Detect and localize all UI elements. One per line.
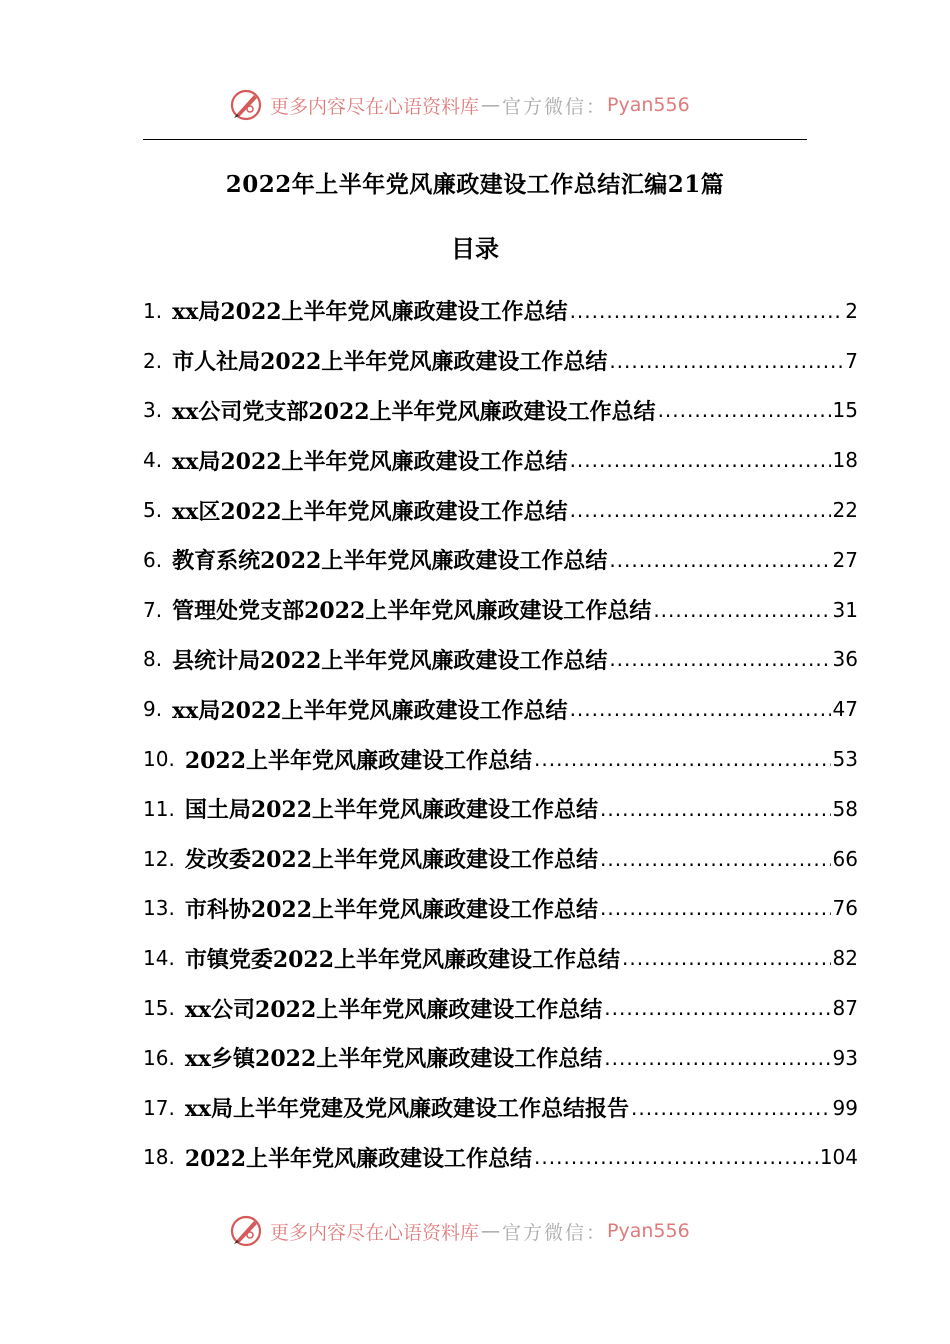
- toc-dot-leader: [631, 1096, 831, 1120]
- toc-entry-title: 教育系统2022上半年党风廉政建设工作总结: [172, 548, 608, 575]
- toc-entry-number: 18.: [143, 1145, 175, 1170]
- toc-entry-title: xx局2022上半年党风廉政建设工作总结: [172, 697, 568, 724]
- toc-entry-number: 9.: [143, 697, 163, 722]
- toc-entry[interactable]: [143, 834, 858, 884]
- toc-entry-page: 7: [845, 348, 858, 373]
- watermark-separator: —: [481, 1220, 501, 1242]
- toc-entry-page: 22: [832, 498, 858, 523]
- watermark-wechat-id: Pyan556: [607, 94, 690, 116]
- toc-entry[interactable]: [143, 734, 858, 784]
- document-title: 2022年上半年党风廉政建设工作总结汇编21篇: [225, 171, 725, 198]
- toc-entry-title: xx局2022上半年党风廉政建设工作总结: [172, 299, 568, 326]
- header-watermark: [228, 85, 690, 125]
- toc-entry-number: 15.: [143, 996, 175, 1021]
- toc-dot-leader: [534, 747, 831, 771]
- toc-entry-number: 7.: [143, 597, 163, 622]
- header-divider: [143, 139, 807, 140]
- toc-entry-page: 15: [832, 398, 858, 423]
- toc-entry-title: 市人社局2022上半年党风廉政建设工作总结: [172, 349, 608, 376]
- toc-entry-page: 66: [832, 846, 858, 871]
- toc-dot-leader: [604, 1046, 830, 1070]
- toc-entry-number: 4.: [143, 448, 163, 473]
- toc-dot-leader: [609, 349, 843, 373]
- toc-entry-title: 发改委2022上半年党风廉政建设工作总结: [184, 847, 599, 874]
- toc-entry-number: 6.: [143, 547, 163, 572]
- toc-entry[interactable]: [143, 336, 858, 386]
- toc-entry-number: 2.: [143, 348, 163, 373]
- toc-entry-page: 76: [832, 896, 858, 921]
- toc-entry[interactable]: [143, 1033, 858, 1083]
- toc-entry-title: 市科协2022上半年党风廉政建设工作总结: [184, 896, 599, 923]
- toc-entry[interactable]: [143, 386, 858, 436]
- toc-dot-leader: [534, 1145, 818, 1169]
- toc-entry-title: 2022上半年党风廉政建设工作总结: [184, 747, 533, 774]
- toc-entry-number: 1.: [143, 298, 163, 323]
- watermark-text: 更多内容尽在心语资料库: [270, 95, 480, 118]
- toc-entry[interactable]: [143, 635, 858, 685]
- toc-entry[interactable]: [143, 983, 858, 1033]
- toc-entry-title: xx局上半年党建及党风廉政建设工作总结报告: [184, 1096, 630, 1123]
- toc-entry[interactable]: [143, 535, 858, 585]
- toc-entry-title: 国土局2022上半年党风廉政建设工作总结: [184, 797, 599, 824]
- toc-entry-page: 93: [832, 1045, 858, 1070]
- toc-entry-number: 17.: [143, 1095, 175, 1120]
- toc-entry-page: 27: [832, 547, 858, 572]
- toc-dot-leader: [570, 299, 844, 323]
- toc-entry-page: 18: [832, 448, 858, 473]
- toc-entry[interactable]: [143, 933, 858, 983]
- toc-entry[interactable]: [143, 585, 858, 635]
- toc-entry-page: 104: [819, 1145, 858, 1170]
- toc-entry-page: 53: [832, 747, 858, 772]
- toc-entry-title: 县统计局2022上半年党风廉政建设工作总结: [172, 647, 608, 674]
- toc-entry[interactable]: [143, 286, 858, 336]
- toc-entry-page: 58: [832, 796, 858, 821]
- toc-dot-leader: [653, 598, 830, 622]
- quill-pen-logo-icon: [228, 1213, 264, 1249]
- toc-entry-title: xx公司2022上半年党风廉政建设工作总结: [184, 996, 603, 1023]
- toc-entry-page: 2: [845, 298, 858, 323]
- toc-entry-number: 12.: [143, 846, 175, 871]
- watermark-wechat-id: Pyan556: [607, 1220, 690, 1242]
- toc-entry-number: 3.: [143, 398, 163, 423]
- toc-entry-page: 82: [832, 946, 858, 971]
- toc-dot-leader: [570, 498, 831, 522]
- toc-entry-number: 16.: [143, 1045, 175, 1070]
- table-of-contents: [143, 286, 858, 1182]
- quill-pen-logo-icon: [228, 87, 264, 123]
- toc-entry-title: 2022上半年党风廉政建设工作总结: [184, 1145, 533, 1172]
- toc-dot-leader: [658, 398, 831, 422]
- toc-dot-leader: [600, 847, 831, 871]
- toc-dot-leader: [622, 946, 831, 970]
- toc-entry-number: 11.: [143, 796, 175, 821]
- watermark-text: 更多内容尽在心语资料库: [270, 1221, 480, 1244]
- toc-entry[interactable]: [143, 435, 858, 485]
- toc-dot-leader: [570, 448, 831, 472]
- toc-entry-number: 13.: [143, 896, 175, 921]
- toc-entry-title: xx区2022上半年党风廉政建设工作总结: [172, 498, 568, 525]
- toc-dot-leader: [600, 797, 831, 821]
- toc-entry-number: 14.: [143, 946, 175, 971]
- toc-entry-page: 99: [832, 1095, 858, 1120]
- footer-watermark: [228, 1211, 690, 1251]
- toc-entry[interactable]: [143, 1083, 858, 1133]
- toc-entry-page: 47: [832, 697, 858, 722]
- toc-entry-page: 87: [832, 996, 858, 1021]
- toc-entry-number: 10.: [143, 747, 175, 772]
- toc-dot-leader: [609, 548, 830, 572]
- toc-entry[interactable]: [143, 784, 858, 834]
- toc-dot-leader: [604, 996, 830, 1020]
- toc-entry-page: 36: [832, 647, 858, 672]
- toc-entry-title: 管理处党支部2022上半年党风廉政建设工作总结: [172, 598, 652, 625]
- toc-entry[interactable]: [143, 684, 858, 734]
- toc-entry[interactable]: [143, 1133, 858, 1183]
- toc-entry-number: 8.: [143, 647, 163, 672]
- toc-entry-title: xx局2022上半年党风廉政建设工作总结: [172, 448, 568, 475]
- toc-heading: 目录: [451, 234, 499, 263]
- toc-entry-title: xx乡镇2022上半年党风廉政建设工作总结: [184, 1046, 603, 1073]
- toc-dot-leader: [609, 647, 830, 671]
- watermark-wechat-label: 官方微信：: [502, 1221, 608, 1244]
- toc-entry-title: 市镇党委2022上半年党风廉政建设工作总结: [184, 946, 621, 973]
- toc-dot-leader: [600, 896, 831, 920]
- watermark-separator: —: [481, 94, 501, 116]
- toc-entry[interactable]: [143, 884, 858, 934]
- toc-entry-number: 5.: [143, 498, 163, 523]
- toc-entry-title: xx公司党支部2022上半年党风廉政建设工作总结: [172, 398, 656, 425]
- toc-entry-page: 31: [832, 597, 858, 622]
- watermark-wechat-label: 官方微信：: [502, 95, 608, 118]
- toc-dot-leader: [570, 697, 831, 721]
- toc-entry[interactable]: [143, 485, 858, 535]
